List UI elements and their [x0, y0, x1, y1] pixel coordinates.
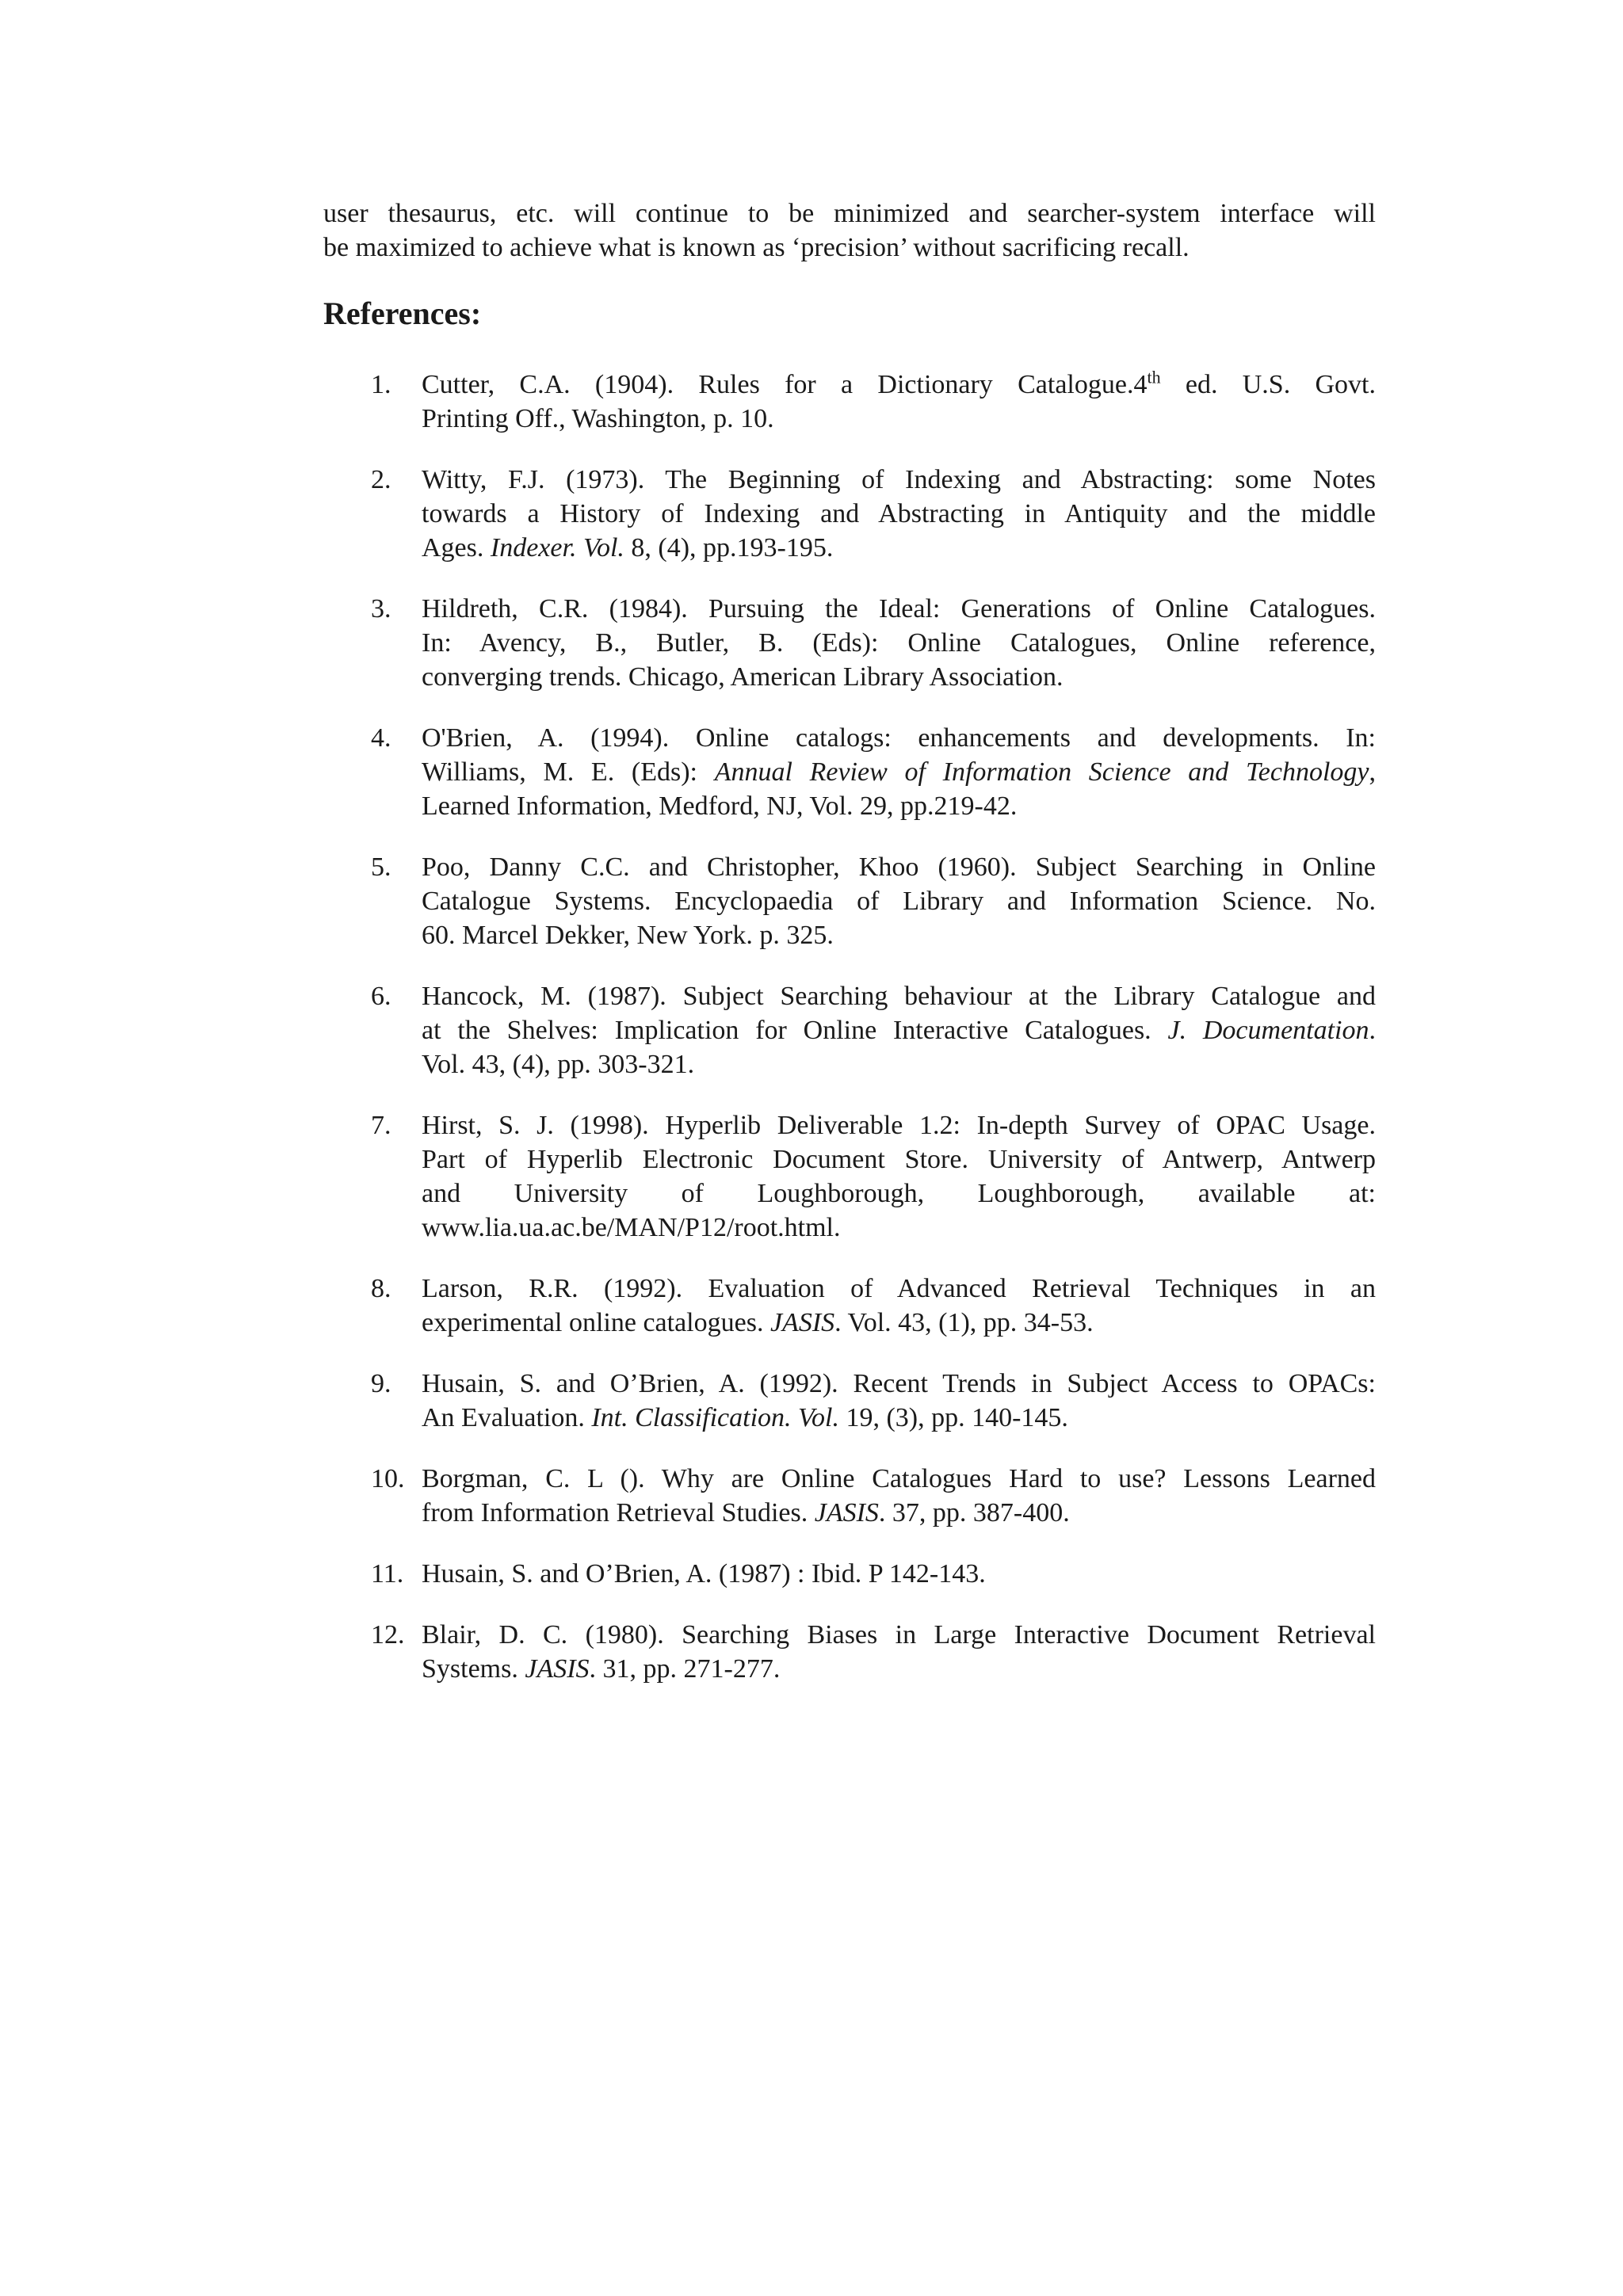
- reference-text: 60. Marcel Dekker, New York. p. 325.: [422, 921, 834, 950]
- reference-item: [323, 1462, 1376, 1530]
- reference-line: [422, 755, 1376, 789]
- reference-line: [422, 1013, 1376, 1047]
- reference-line: [422, 402, 1376, 436]
- reference-line: [422, 1652, 1376, 1686]
- reference-text: at the Shelves: Implication for Online Interactive Catalogues.: [422, 1016, 1168, 1045]
- reference-italic-text: JASIS: [769, 1308, 835, 1337]
- reference-text: Husain, S. and O’Brien, A. (1992). Recent Trends in Subject Access to OPACs:: [422, 1369, 1376, 1398]
- reference-italic-text: Int. Classification. Vol.: [591, 1403, 839, 1432]
- reference-text: 19, (3), pp. 140-145.: [838, 1403, 1068, 1432]
- reference-number: 1.: [371, 370, 391, 399]
- reference-text: Learned Information, Medford, NJ, Vol. 29, pp.219-42.: [422, 791, 1018, 821]
- reference-line: [422, 789, 1376, 823]
- reference-italic-text: JASIS: [525, 1654, 590, 1684]
- intro-paragraph: [323, 196, 1376, 265]
- reference-text: Borgman, C. L (). Why are Online Catalogues Hard to use? Lessons Learned: [422, 1464, 1376, 1493]
- reference-text: Poo, Danny C.C. and Christopher, Khoo (1960). Subject Searching in Online: [422, 852, 1376, 882]
- reference-text: Ages.: [422, 533, 491, 563]
- reference-text: Cutter, C.A. (1904). Rules for a Dictionary Catalogue.4: [422, 370, 1148, 399]
- reference-item: [323, 592, 1376, 694]
- reference-line: [422, 1618, 1376, 1652]
- reference-text: 8, (4), pp.193-195.: [624, 533, 834, 563]
- reference-text: Williams, M. E. (Eds):: [422, 757, 715, 787]
- reference-text: . 37, pp. 387-400.: [878, 1498, 1070, 1527]
- reference-italic-text: Indexer. Vol.: [490, 533, 624, 563]
- reference-text: towards a History of Indexing and Abstracting in Antiquity and the middle: [422, 499, 1376, 528]
- reference-line: [422, 1047, 1376, 1081]
- references-list: [323, 368, 1376, 1686]
- reference-text: Larson, R.R. (1992). Evaluation of Advanced Retrieval Techniques in an: [422, 1274, 1376, 1303]
- reference-number: 2.: [371, 465, 391, 494]
- reference-italic-text: J. Documentation: [1167, 1016, 1369, 1045]
- reference-line: [422, 1306, 1376, 1340]
- reference-line: [422, 1367, 1376, 1401]
- reference-line: [422, 1272, 1376, 1306]
- intro-line: user thesaurus, etc. will continue to be minimized and searcher-system interface will: [323, 199, 1376, 228]
- reference-text: .: [1369, 1016, 1376, 1045]
- reference-text: . 31, pp. 271-277.: [589, 1654, 781, 1684]
- reference-line: [422, 884, 1376, 918]
- reference-number: 12.: [371, 1620, 405, 1650]
- reference-line: [422, 1401, 1376, 1435]
- reference-text: Printing Off., Washington, p. 10.: [422, 404, 774, 433]
- reference-line: [422, 592, 1376, 626]
- reference-italic-text: JASIS: [814, 1498, 879, 1527]
- reference-line: [422, 1177, 1376, 1211]
- reference-line: [422, 1211, 1376, 1245]
- reference-text: Vol. 43, (4), pp. 303-321.: [422, 1050, 695, 1079]
- reference-number: 10.: [371, 1464, 405, 1493]
- reference-text: Hancock, M. (1987). Subject Searching behaviour at the Library Catalogue and: [422, 982, 1376, 1011]
- reference-item: [323, 1108, 1376, 1245]
- reference-number: 8.: [371, 1274, 391, 1303]
- reference-line: [422, 979, 1376, 1013]
- reference-line: [422, 1496, 1376, 1530]
- reference-number: 5.: [371, 852, 391, 882]
- reference-line: [422, 531, 1376, 565]
- reference-text: Part of Hyperlib Electronic Document Store. University of Antwerp, Antwerp: [422, 1145, 1376, 1174]
- reference-text: O'Brien, A. (1994). Online catalogs: enhancements and developments. In:: [422, 723, 1376, 753]
- reference-line: [422, 850, 1376, 884]
- reference-item: [323, 368, 1376, 436]
- document-page: [323, 196, 1376, 1713]
- reference-line: [422, 660, 1376, 694]
- reference-line: [422, 497, 1376, 531]
- intro-line: be maximized to achieve what is known as ‘precision’ without sacrificing recall.: [323, 233, 1190, 262]
- reference-number: 4.: [371, 723, 391, 753]
- reference-line: [422, 626, 1376, 660]
- reference-number: 7.: [371, 1111, 391, 1140]
- reference-italic-text: Annual Review of Information Science and Technology: [714, 757, 1369, 787]
- reference-line: [422, 463, 1376, 497]
- reference-item: [323, 1272, 1376, 1340]
- reference-text: experimental online catalogues.: [422, 1308, 770, 1337]
- reference-text: An Evaluation.: [422, 1403, 592, 1432]
- reference-line: [422, 721, 1376, 755]
- reference-item: [323, 979, 1376, 1081]
- reference-text: converging trends. Chicago, American Library Association.: [422, 662, 1064, 692]
- reference-line: [422, 1108, 1376, 1142]
- reference-text: ed. U.S. Govt.: [1160, 370, 1376, 399]
- reference-text: and University of Loughborough, Loughborough, available at:: [422, 1179, 1376, 1208]
- reference-text: Hirst, S. J. (1998). Hyperlib Deliverable 1.2: In-depth Survey of OPAC Usage.: [422, 1111, 1376, 1140]
- reference-item: [323, 463, 1376, 565]
- reference-line: [422, 368, 1376, 402]
- reference-text: Witty, F.J. (1973). The Beginning of Indexing and Abstracting: some Notes: [422, 465, 1376, 494]
- reference-line: [422, 918, 1376, 952]
- reference-superscript: th: [1147, 367, 1161, 387]
- reference-number: 6.: [371, 982, 391, 1011]
- reference-item: [323, 1367, 1376, 1435]
- reference-text: Hildreth, C.R. (1984). Pursuing the Ideal: Generations of Online Catalogues.: [422, 594, 1376, 624]
- reference-number: 9.: [371, 1369, 391, 1398]
- reference-text: ,: [1369, 757, 1376, 787]
- reference-line: [422, 1142, 1376, 1177]
- reference-item: [323, 721, 1376, 823]
- reference-number: 3.: [371, 594, 391, 624]
- reference-line: [422, 1462, 1376, 1496]
- reference-text: In: Avency, B., Butler, B. (Eds): Online Catalogues, Online reference,: [422, 628, 1376, 658]
- reference-text: . Vol. 43, (1), pp. 34-53.: [834, 1308, 1094, 1337]
- reference-text: www.lia.ua.ac.be/MAN/P12/root.html.: [422, 1213, 841, 1242]
- reference-text: Catalogue Systems. Encyclopaedia of Library and Information Science. No.: [422, 887, 1376, 916]
- reference-line: [422, 1557, 1376, 1591]
- reference-item: [323, 850, 1376, 952]
- reference-text: Husain, S. and O’Brien, A. (1987) : Ibid. P 142-143.: [422, 1559, 986, 1589]
- reference-item: [323, 1618, 1376, 1686]
- references-heading: References:: [323, 296, 482, 331]
- reference-text: Systems.: [422, 1654, 525, 1684]
- reference-text: from Information Retrieval Studies.: [422, 1498, 815, 1527]
- reference-text: Blair, D. C. (1980). Searching Biases in Large Interactive Document Retrieval: [422, 1620, 1376, 1650]
- reference-item: [323, 1557, 1376, 1591]
- reference-number: 11.: [371, 1559, 404, 1589]
